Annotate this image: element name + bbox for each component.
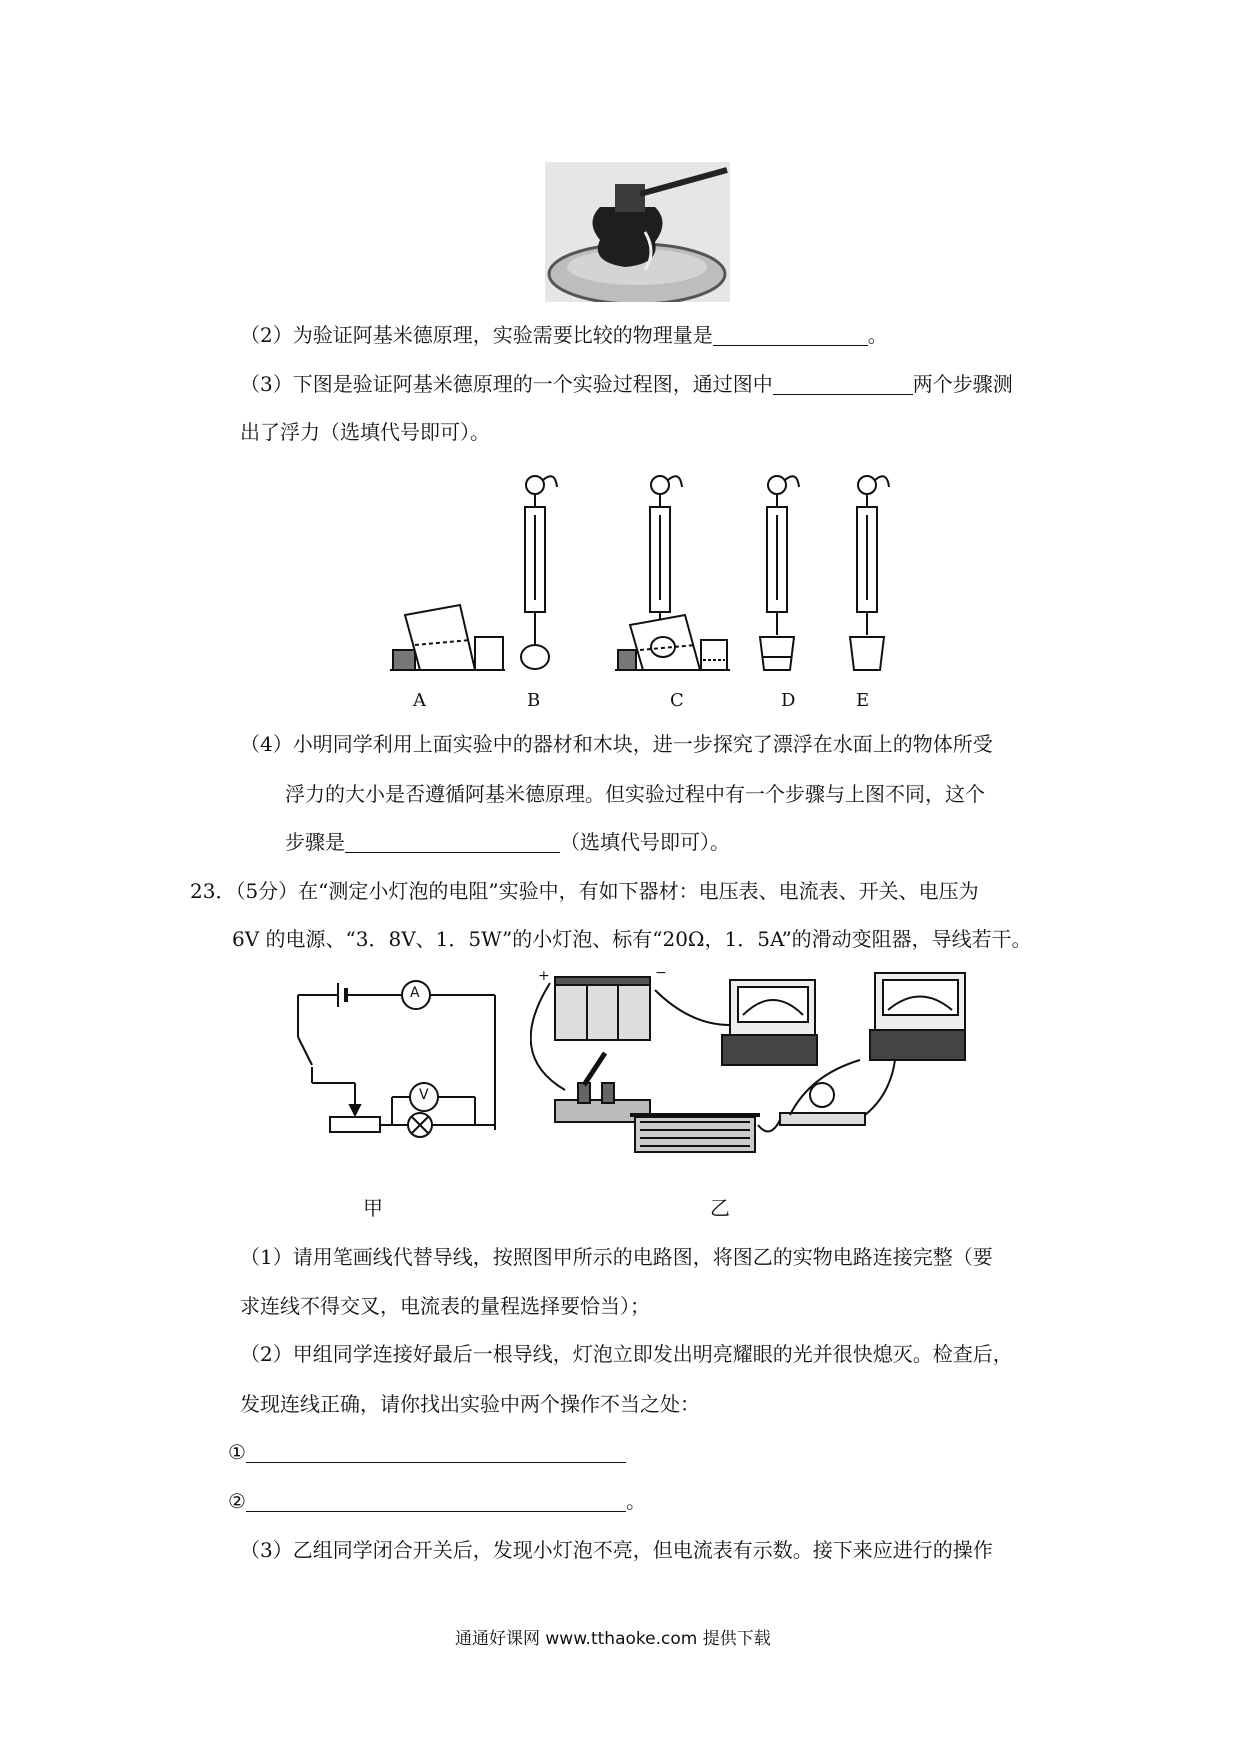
- circuit-diagram: [290, 975, 505, 1150]
- q22-part2-text: （2）为验证阿基米德原理，实验需要比较的物理量是: [240, 323, 713, 347]
- figure-caption-jia: 甲: [363, 1196, 383, 1220]
- answer-2-end: 。: [625, 1489, 646, 1513]
- q23-part2-line2: 发现连线正确，请你找出实验中两个操作不当之处：: [240, 1392, 700, 1416]
- answer-1-label: ①: [228, 1440, 246, 1464]
- q23-stem-line2: 6V 的电源、“3．8V、1．5W”的小灯泡、标有“20Ω，1．5A”的滑动变阻器，导线若干。: [232, 927, 1032, 951]
- q22-part4-answer-blank[interactable]: [345, 830, 560, 853]
- answer-2-blank[interactable]: [246, 1489, 626, 1512]
- svg-text:+: +: [538, 968, 550, 984]
- q22-part2-end: 。: [867, 323, 888, 347]
- q22-part4-suffix: （选填代号即可）。: [560, 830, 730, 854]
- ammeter-symbol-label: A: [410, 985, 420, 1001]
- page-footer: 通通好课网 www.tthaoke.com 提供下载: [455, 1629, 771, 1649]
- answer-1-blank[interactable]: [246, 1440, 626, 1463]
- q22-part3-after: 两个步骤测: [912, 372, 1013, 396]
- q23-part1-line2: 求连线不得交叉，电流表的量程选择要恰当）；: [240, 1294, 650, 1318]
- fig-label-b: B: [527, 690, 541, 711]
- fig-label-e: E: [856, 690, 870, 711]
- q22-part3-answer-blank[interactable]: [773, 372, 913, 395]
- q22-part3-line1: [240, 370, 1013, 398]
- q22-part3-line2: 出了浮力（选填代号即可）。: [240, 420, 490, 444]
- q23-answer-1: [228, 1438, 626, 1466]
- figure-caption-yi: 乙: [710, 1196, 730, 1220]
- q23-part3-line1: （3）乙组同学闭合开关后，发现小灯泡不亮，但电流表有示数。接下来应进行的操作: [240, 1538, 993, 1562]
- fig-label-c: C: [670, 690, 684, 711]
- q23-part2-line1: （2）甲组同学连接好最后一根导线，灯泡立即发出明亮耀眼的光并很快熄灭。检查后，: [240, 1342, 1013, 1366]
- answer-2-label: ②: [228, 1489, 246, 1513]
- experiment-photo: [545, 162, 730, 302]
- q22-part3-text: （3）下图是验证阿基米德原理的一个实验过程图，通过图中: [240, 372, 773, 396]
- q22-part4-line1: （4）小明同学利用上面实验中的器材和木块，进一步探究了漂浮在水面上的物体所受: [240, 732, 993, 756]
- voltmeter-symbol-label: V: [419, 1087, 429, 1103]
- fig-label-d: D: [781, 690, 796, 711]
- archimedes-experiment-figure: [385, 465, 905, 690]
- physical-circuit-figure: [530, 965, 985, 1170]
- q23-stem-line1: 23．（5分）在“测定小灯泡的电阻”实验中，有如下器材：电压表、电流表、开关、电压为: [190, 879, 979, 903]
- q22-part4-line2: 浮力的大小是否遵循阿基米德原理。但实验过程中有一个步骤与上图不同，这个: [285, 782, 985, 806]
- q22-part2: [240, 321, 888, 349]
- q22-part2-answer-blank[interactable]: [713, 323, 868, 346]
- q22-part4-line3: [285, 828, 730, 856]
- svg-text:−: −: [655, 965, 667, 981]
- q22-part4-prefix: 步骤是: [285, 830, 345, 854]
- q23-part1-line1: （1）请用笔画线代替导线，按照图甲所示的电路图，将图乙的实物电路连接完整（要: [240, 1245, 993, 1269]
- q23-answer-2: [228, 1487, 646, 1515]
- fig-label-a: A: [413, 690, 426, 711]
